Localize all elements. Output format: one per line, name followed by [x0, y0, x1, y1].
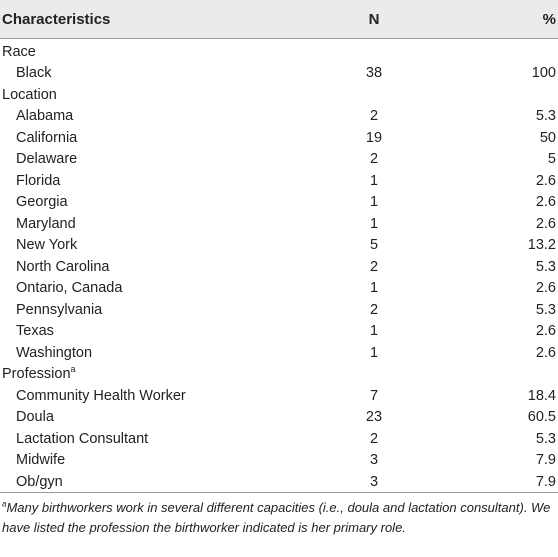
- table-body: [0, 39, 558, 493]
- table-footnote: [0, 493, 558, 538]
- table-header: [0, 0, 558, 39]
- row-percent: 2.6: [535, 194, 556, 211]
- empty-cell: [448, 364, 558, 386]
- header-n: N: [300, 0, 448, 39]
- row-name: Doula: [16, 409, 54, 426]
- footnote-reference: a: [70, 364, 76, 375]
- row-name: Maryland: [16, 215, 76, 232]
- table-row: [0, 299, 558, 321]
- table-row: [0, 235, 558, 257]
- row-count: 1: [369, 194, 379, 211]
- row-name: Pennsylvania: [16, 301, 103, 318]
- row-percent: 5.3: [535, 430, 556, 447]
- header-row: [0, 0, 558, 39]
- empty-cell: [300, 84, 448, 106]
- row-percent: 2.6: [535, 280, 556, 297]
- empty-cell: [300, 39, 448, 63]
- row-count: 1: [369, 215, 379, 232]
- row-percent: 7.9: [535, 452, 556, 469]
- row-percent: 7.9: [448, 471, 558, 493]
- row-name: Black: [16, 65, 52, 82]
- row-name: Delaware: [16, 151, 78, 168]
- row-count: 2: [369, 108, 379, 125]
- row-count: 1: [369, 323, 379, 340]
- section-label-text: Race: [2, 43, 36, 60]
- table-row: [0, 256, 558, 278]
- table-row: [0, 127, 558, 149]
- table-row: [0, 471, 558, 493]
- table-row: [0, 342, 558, 364]
- row-name: Texas: [16, 323, 54, 340]
- section-label: [0, 39, 300, 63]
- section-label-text: Location: [2, 86, 57, 103]
- row-count: 3: [300, 471, 448, 493]
- row-name: Alabama: [16, 108, 74, 125]
- row-percent: 2.6: [535, 344, 556, 361]
- row-name: California: [16, 129, 78, 146]
- row-percent: 50: [539, 129, 556, 146]
- row-count: 23: [365, 409, 383, 426]
- row-count: 2: [369, 151, 379, 168]
- empty-cell: [448, 84, 558, 106]
- table-row: [0, 385, 558, 407]
- table-row: [0, 278, 558, 300]
- table-row: [0, 170, 558, 192]
- row-name: Florida: [16, 172, 61, 189]
- row-name: Ontario, Canada: [16, 280, 123, 297]
- table-row: [0, 106, 558, 128]
- table-row: [0, 428, 558, 450]
- row-name: New York: [16, 237, 78, 254]
- row-name: Ob/gyn: [0, 471, 300, 493]
- row-count: 5: [369, 237, 379, 254]
- table-row: [0, 149, 558, 171]
- row-percent: 18.4: [527, 387, 556, 404]
- row-percent: 5.3: [535, 108, 556, 125]
- section-label: [0, 364, 300, 386]
- empty-cell: [300, 364, 448, 386]
- row-name: Midwife: [16, 452, 66, 469]
- row-percent: 2.6: [535, 172, 556, 189]
- row-name: Washington: [16, 344, 93, 361]
- section-label-text: Profession: [2, 366, 71, 383]
- row-count: 2: [369, 258, 379, 275]
- footnote-marker: a: [2, 499, 7, 509]
- row-percent: 13.2: [527, 237, 556, 254]
- table-row: [0, 63, 558, 85]
- section-header-row: [0, 364, 558, 386]
- table-row: [0, 213, 558, 235]
- header-percent: %: [448, 0, 558, 39]
- row-percent: 5.3: [535, 301, 556, 318]
- row-percent: 5: [547, 151, 556, 168]
- section-header-row: [0, 39, 558, 63]
- row-percent: 2.6: [535, 323, 556, 340]
- row-name: North Carolina: [16, 258, 110, 275]
- row-percent: 100: [531, 65, 556, 82]
- header-characteristics: Characteristics: [0, 0, 300, 39]
- row-name: Georgia: [16, 194, 68, 211]
- row-name: Lactation Consultant: [16, 430, 149, 447]
- row-percent: 5.3: [535, 258, 556, 275]
- row-count: 2: [369, 301, 379, 318]
- table-row: [0, 450, 558, 472]
- row-name: Community Health Worker: [16, 387, 186, 404]
- empty-cell: [448, 39, 558, 63]
- row-percent: 2.6: [535, 215, 556, 232]
- row-count: 1: [369, 344, 379, 361]
- row-percent: 60.5: [527, 409, 556, 426]
- section-header-row: [0, 84, 558, 106]
- row-count: 7: [369, 387, 379, 404]
- table-row: [0, 321, 558, 343]
- footnote-text: Many birthworkers work in several different capacities (i.e., doula and lactation consultant). We have listed the profession the birthworker indicated is her primary role.: [2, 500, 551, 535]
- row-count: 1: [369, 280, 379, 297]
- row-count: 19: [365, 129, 383, 146]
- row-count: 3: [369, 452, 379, 469]
- table-row: [0, 407, 558, 429]
- section-label: [0, 84, 300, 106]
- row-count: 2: [369, 430, 379, 447]
- table-row: [0, 192, 558, 214]
- row-count: 1: [369, 172, 379, 189]
- row-count: 38: [365, 65, 383, 82]
